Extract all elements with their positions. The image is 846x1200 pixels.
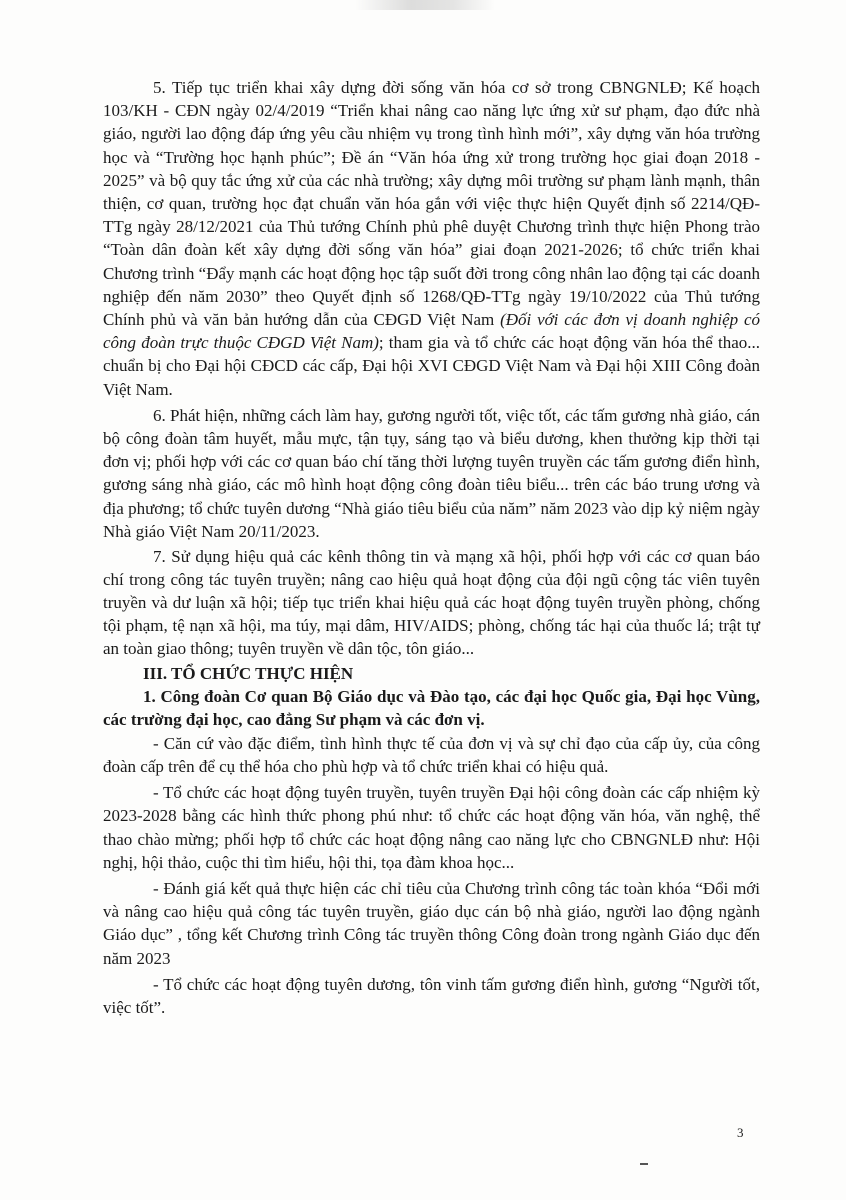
paragraph-6: 6. Phát hiện, những cách làm hay, gương người tốt, việc tốt, các tấm gương nhà giáo, cán bộ công đoàn tâm huyết, mẫu mực, tận tụy, sáng tạo và biểu dương, khen thưởng kịp thời tại đơn vị; phối hợp với các cơ quan báo chí tăng thời lượng tuyên truyền các tấm gương điển hình, gương sáng nhà giáo, các mô hình hoạt động công đoàn tiêu biểu... trên các báo trung ương và địa phương; tổ chức tuyên dương “Nhà giáo tiêu biểu của năm” năm 2023 vào dịp kỷ niệm ngày Nhà giáo Việt Nam 20/11/2023. xyxy=(103,405,760,541)
scan-mark xyxy=(640,1163,648,1165)
bullet-paragraph-4: - Tổ chức các hoạt động tuyên dương, tôn vinh tấm gương điển hình, gương “Người tốt, việc tốt”. xyxy=(103,974,760,1017)
bullet-paragraph-2: - Tổ chức các hoạt động tuyên truyền, tuyên truyền Đại hội công đoàn các cấp nhiệm kỳ 2023-2028 bằng các hình thức phong phú như: tổ chức các hoạt động văn hóa, văn nghệ, thể thao chào mừng; phối hợp tổ chức các hoạt động nâng cao năng lực cho CBNGNLĐ như: Hội nghị, hội thảo, cuộc thi tìm hiểu, hội thi, tọa đàm khoa học... xyxy=(103,783,760,872)
paragraph-7: 7. Sử dụng hiệu quả các kênh thông tin và mạng xã hội, phối hợp với các cơ quan báo chí trong công tác tuyên truyền; nâng cao hiệu quả hoạt động của đội ngũ cộng tác viên tuyên truyền và dư luận xã hội; tiếp tục triển khai hiệu quả các hoạt động tuyên truyền phòng, chống tội phạm, tệ nạn xã hội, ma túy, mại dâm, HIV/AIDS; phòng, chống tác hại của thuốc lá; trật tự an toàn giao thông; tuyên truyền về dân tộc, tôn giáo... xyxy=(103,546,760,659)
paragraph-5-italic-note: (Đối với các đơn vị doanh nghiệp có công đoàn trực thuộc CĐGD Việt Nam) xyxy=(103,310,760,353)
paragraph-5 xyxy=(103,76,760,401)
section-heading: III. TỔ CHỨC THỰC HIỆN xyxy=(143,664,354,684)
bullet-paragraph-3: - Đánh giá kết quả thực hiện các chỉ tiêu của Chương trình công tác toàn khóa “Đổi mới và nâng cao hiệu quả công tác tuyên truyền, giáo dục cán bộ nhà giáo, người lao động ngành Giáo dục” , tổng kết Chương trình Công tác truyền thông Công đoàn trong ngành Giáo dục đến năm 2023 xyxy=(103,878,760,968)
scan-artifact xyxy=(355,0,495,10)
bullet-paragraph-1: - Căn cứ vào đặc điểm, tình hình thực tế của đơn vị và sự chỉ đạo của cấp ủy, của công đoàn cấp trên để cụ thể hóa cho phù hợp và tổ chức triển khai có hiệu quả. xyxy=(103,733,760,776)
document-body xyxy=(103,76,760,1021)
paragraph-5-text-end: ; tham gia và tổ chức các hoạt động văn hóa thể thao... chuẩn bị cho Đại hội CĐCD các cấp, Đại hội XVI CĐGD Việt Nam và Đại hội XIII Công đoàn Việt Nam. xyxy=(103,333,760,399)
paragraph-5-text: 5. Tiếp tục triển khai xây dựng đời sống văn hóa cơ sở trong CBNGNLĐ; Kế hoạch 103/KH - CĐN ngày 02/4/2019 “Triển khai nâng cao năng lực ứng xử sư phạm, đạo đức nhà giáo, người lao động đáp ứng yêu cầu nhiệm vụ trong tình hình mới”, xây dựng văn hóa trường học và “Trường học hạnh phúc”; Đề án “Văn hóa ứng xử trong trường học giai đoạn 2018 - 2025” và bộ quy tắc ứng xử của các nhà trường; xây dựng môi trường sư phạm lành mạnh, thân thiện, cơ quan, trường học đạt chuẩn văn hóa gắn với việc thực hiện Quyết định số 2214/QĐ-TTg ngày 28/12/2021 của Thủ tướng Chính phủ phê duyệt Chương trình thực hiện Phong trào “Toàn dân đoàn kết xây dựng đời sống văn hóa” giai đoạn 2021-2026; tổ chức triển khai Chương trình “Đẩy mạnh các hoạt động học tập suốt đời trong công nhân lao động tại các doanh nghiệp đến năm 2030” theo Quyết định số 1268/QĐ-TTg ngày 19/10/2022 của Thủ tướng Chính phủ và văn bản hướng dẫn của CĐGD Việt Nam xyxy=(103,78,760,330)
page-number: 3 xyxy=(737,1125,744,1140)
sub-heading: 1. Công đoàn Cơ quan Bộ Giáo dục và Đào tạo, các đại học Quốc gia, Đại học Vùng, các trường đại học, cao đẳng Sư phạm và các đơn vị. xyxy=(103,687,760,730)
